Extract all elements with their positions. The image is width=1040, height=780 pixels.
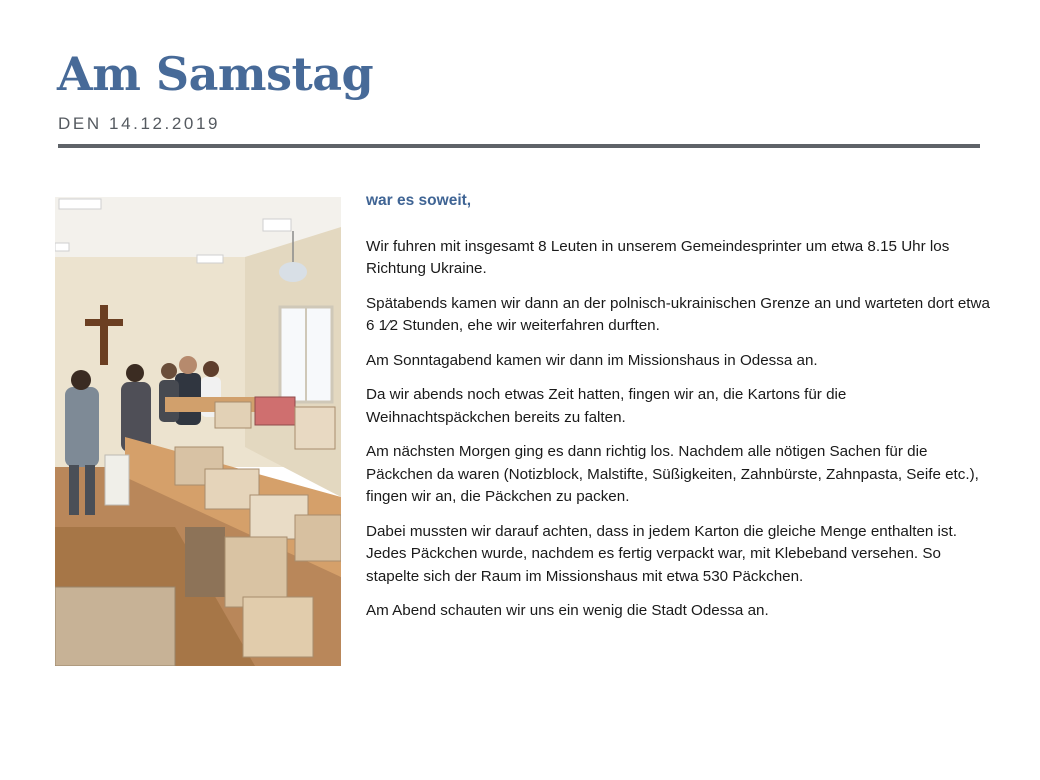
header-divider: [58, 144, 980, 148]
paragraph-2: Spätabends kamen wir dann an der polnisch-ukrainischen Grenze an und warteten dort etwa 6 1⁄2 Stunden, ehe wir weiterfahren durften.: [366, 294, 990, 334]
paragraph-1: Wir fuhren mit insgesamt 8 Leuten in unserem Gemeindesprinter um etwa 8.15 Uhr los Richtung Ukraine.: [366, 237, 950, 277]
page-title: Am Samstag: [57, 47, 374, 101]
page-date: DEN 14.12.2019: [58, 114, 221, 133]
paragraph-4: Da wir abends noch etwas Zeit hatten, fingen wir an, die Kartons für die Weihnachtspäckchen bereits zu falten.: [366, 386, 847, 426]
article-lead: war es soweit,: [366, 192, 472, 209]
photo: [55, 197, 341, 666]
paragraph-5: Am nächsten Morgen ging es dann richtig los. Nachdem alle nötigen Sachen für die Päckchen da waren (Notizblock, Malstifte, Süßigkeiten, Zahnbürste, Zahnpasta, Seife etc.), fingen wir an, die Päckchen zu packen.: [366, 443, 979, 505]
paragraph-6: Dabei mussten wir darauf achten, dass in jedem Karton die gleiche Menge enthalten ist. Jedes Päckchen wurde, nachdem es fertig verpackt war, mit Klebeband versehen. So stapelte sich der Raum im Missionshaus mit etwa 530 Päckchen.: [366, 522, 957, 585]
paragraph-3: Am Sonntagabend kamen wir dann im Missionshaus in Odessa an.: [366, 351, 818, 369]
article-body: [366, 190, 991, 635]
paragraph-7: Am Abend schauten wir uns ein wenig die Stadt Odessa an.: [366, 602, 769, 619]
